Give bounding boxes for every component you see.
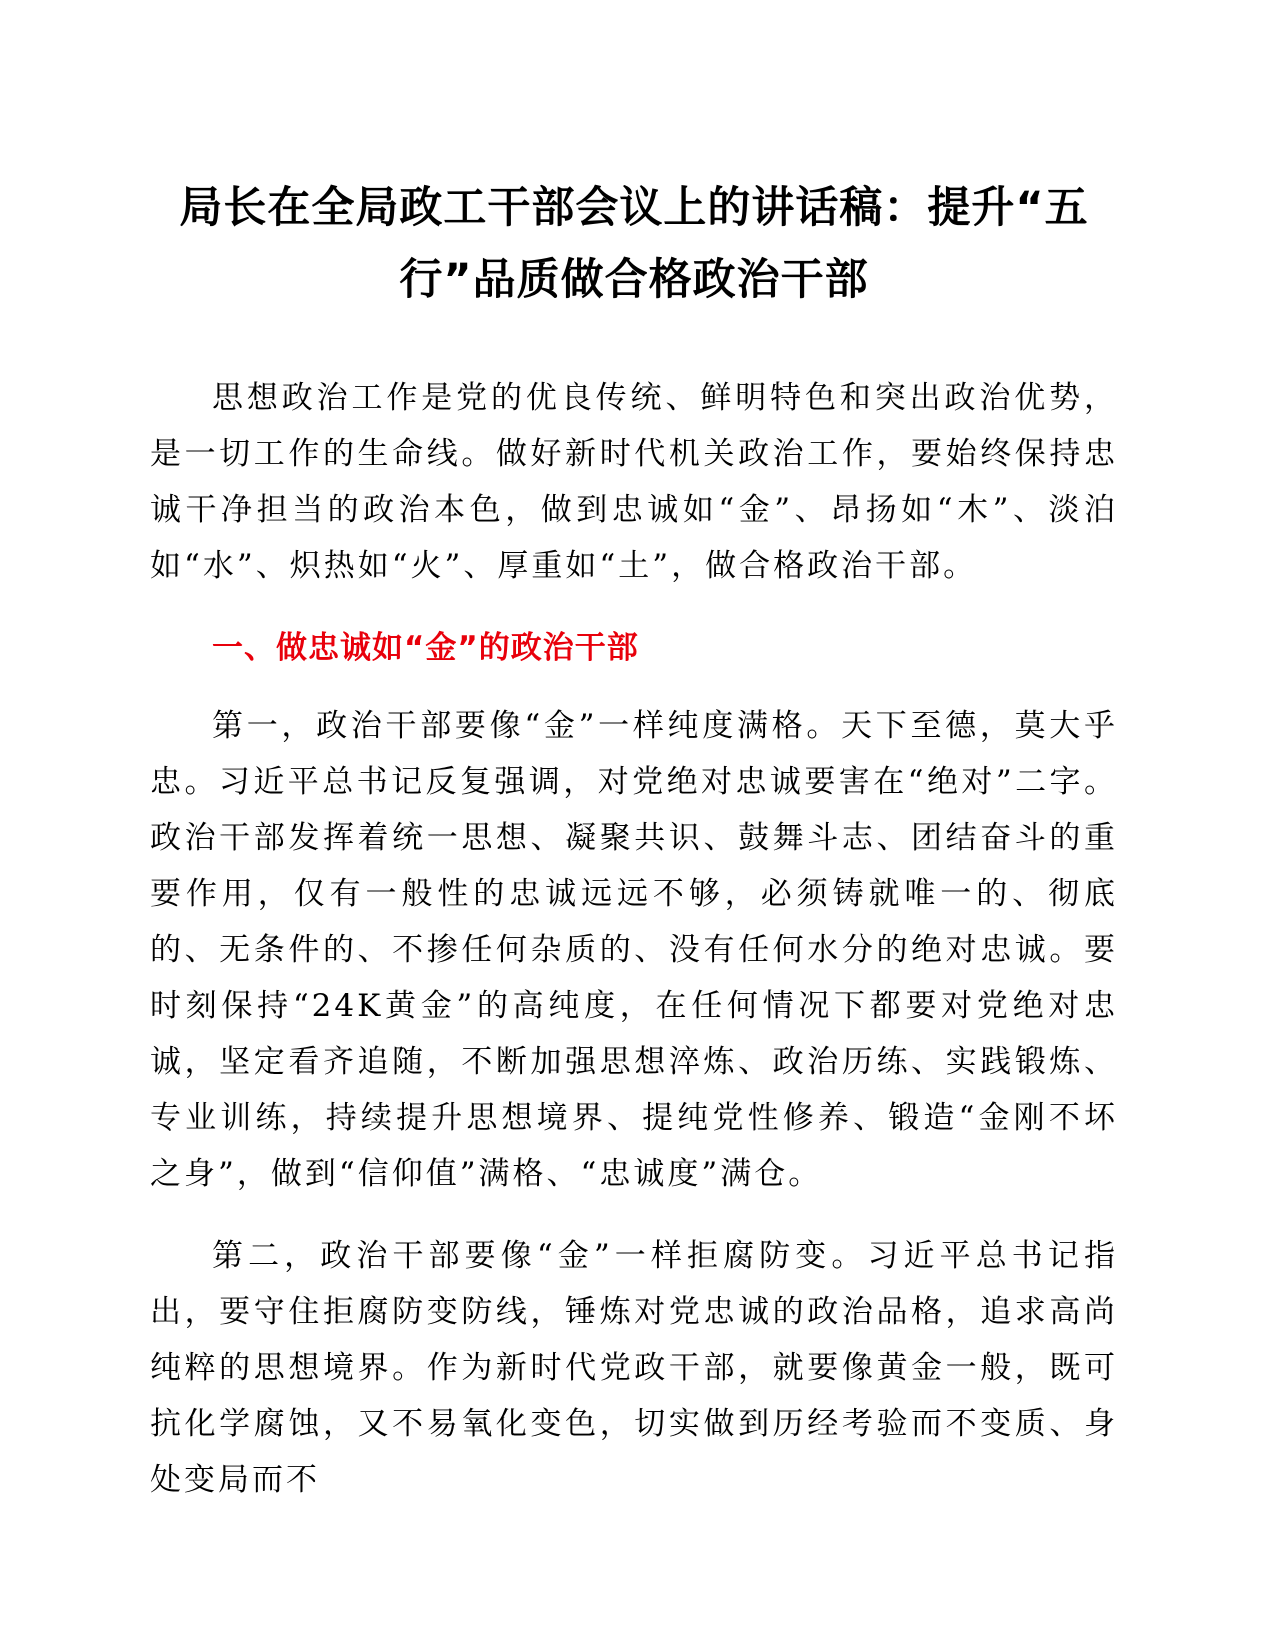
intro-paragraph: 思想政治工作是党的优良传统、鲜明特色和突出政治优势，是一切工作的生命线。做好新时代机关政治工作，要始终保持忠诚干净担当的政治本色，做到忠诚如“金”、昂扬如“木”、淡泊如“水”、炽热如“火”、厚重如“土”，做合格政治干部。 — [150, 380, 1118, 584]
title-line-1: 局长在全局政工干部会议上的讲话稿：提升“五 — [179, 183, 1089, 233]
section-heading: 一、做忠诚如“金”的政治干部 — [212, 630, 639, 666]
body-paragraph-1: 第一，政治干部要像“金”一样纯度满格。天下至德，莫大乎忠。习近平总书记反复强调，对党绝对忠诚要害在“绝对”二字。政治干部发挥着统一思想、凝聚共识、鼓舞斗志、团结奋斗的重要作用，仅有一般性的忠诚远远不够，必须铸就唯一的、彻底的、无条件的、不掺任何杂质的、没有任何水分的绝对忠诚。要时刻保持“24K黄金”的高纯度，在任何情况下都要对党绝对忠诚，坚定看齐追随，不断加强思想淬炼、政治历练、实践锻炼、专业训练，持续提升思想境界、提纯党性修养、锻造“金刚不坏之身”，做到“信仰值”满格、“忠诚度”满仓。 — [150, 708, 1118, 1192]
title-line-2: 行”品质做合格政治干部 — [399, 255, 869, 305]
document-title — [150, 0, 1118, 316]
document-page — [150, 0, 1118, 1508]
body-paragraph-2: 第二，政治干部要像“金”一样拒腐防变。习近平总书记指出，要守住拒腐防变防线，锤炼对党忠诚的政治品格，追求高尚纯粹的思想境界。作为新时代党政干部，就要像黄金一般，既可抗化学腐蚀，又不易氧化变色，切实做到历经考验而不变质、身处变局而不 — [150, 1238, 1118, 1498]
